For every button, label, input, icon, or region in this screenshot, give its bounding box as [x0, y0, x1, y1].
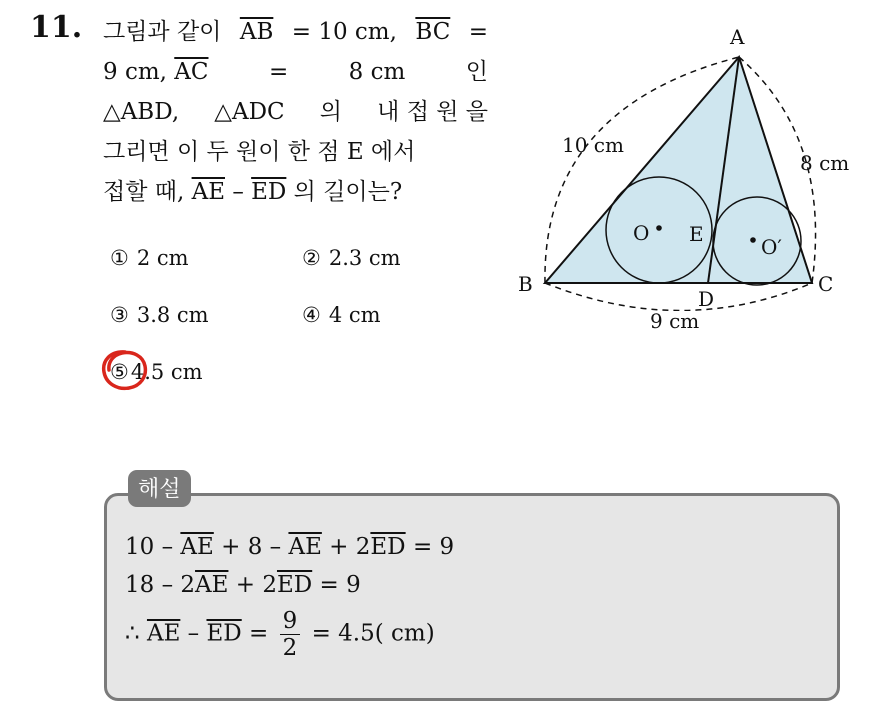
label-e: E [689, 222, 704, 246]
choice-3-text: 3.8 cm [136, 303, 209, 327]
q3-text: 내 접 원 을 [377, 99, 488, 125]
q3-particle: 의 [319, 99, 343, 125]
question-line-3 [103, 92, 488, 132]
label-a: A [730, 25, 745, 49]
label-bc-length: 9 cm [650, 309, 700, 333]
label-ac-length: 8 cm [800, 151, 850, 175]
solution-line-3 [125, 608, 435, 661]
q3-tri1: △ABD, [103, 99, 180, 125]
choice-4[interactable] [302, 303, 381, 327]
question-line-5 [103, 172, 488, 212]
sol1-segment-ae-2: $\overline{AE}$ [288, 534, 322, 560]
solution-line-2 [125, 572, 361, 598]
sol1-segment-ae: $\overline{AE}$ [180, 534, 214, 560]
sol1-part-1: 10 – [125, 534, 174, 560]
choice-1-number: ① [110, 246, 129, 270]
q1-eq: = 10 cm, [291, 19, 397, 45]
q1-eq2: = [468, 19, 488, 45]
segment-ab: $\overline{AB}$ [239, 19, 274, 45]
fraction [280, 608, 301, 661]
question-line-1 [103, 12, 488, 52]
segment-bc: $\overline{BC}$ [415, 19, 451, 45]
question-number: 11. [30, 10, 83, 45]
q5-minus: – [232, 179, 244, 205]
segment-ac: $\overline{AC}$ [174, 59, 209, 85]
sol2-segment-ae: $\overline{AE}$ [195, 572, 229, 598]
label-c: C [818, 272, 834, 296]
sol3-minus: – [187, 620, 200, 647]
sol2-part-2: + 2 [235, 572, 277, 598]
q5-suffix: 의 길이는? [293, 179, 403, 205]
therefore-symbol: ∴ [125, 620, 140, 647]
solution-line-1 [125, 534, 454, 560]
segment-ed: $\overline{ED}$ [251, 179, 287, 205]
answer-mark-icon [98, 346, 152, 396]
sol2-part-1: 18 – 2 [125, 572, 196, 598]
fraction-denominator: 2 [282, 635, 298, 661]
q4-text: 그리면 이 두 원이 한 점 E 에서 [103, 139, 416, 165]
q1-text: 그림과 같이 [103, 19, 222, 45]
question-line-2 [103, 52, 488, 92]
triangle-figure [512, 18, 862, 338]
q3-tri2: △ADC [214, 99, 285, 125]
center-o2 [750, 237, 756, 243]
q2-eq: = [268, 59, 289, 85]
q2-text: 9 cm, [103, 59, 167, 85]
sol1-part-2: + 8 – [221, 534, 282, 560]
q2-value: 8 cm [348, 59, 406, 85]
segment-ae: $\overline{AE}$ [191, 179, 225, 205]
q5-text: 접할 때, [103, 179, 185, 205]
sol1-segment-ed: $\overline{ED}$ [370, 534, 406, 560]
choice-3-number: ③ [110, 303, 129, 327]
sol2-segment-ed: $\overline{ED}$ [276, 572, 313, 598]
choice-4-number: ④ [302, 303, 321, 327]
choice-1-text: 2 cm [136, 246, 189, 270]
sol3-result: = 4.5( cm) [311, 620, 435, 647]
sol1-part-4: = 9 [412, 534, 455, 560]
sol3-eq: = [249, 620, 269, 647]
choice-5-number: ⑤ [110, 360, 129, 384]
fraction-numerator: 9 [280, 608, 301, 635]
sol3-segment-ae: $\overline{AE}$ [146, 620, 181, 647]
center-o [656, 225, 662, 231]
sol2-part-3: = 9 [319, 572, 361, 598]
solution-tag: 해설 [128, 470, 191, 507]
label-ab-length: 10 cm [562, 133, 624, 157]
choice-2[interactable] [302, 246, 401, 270]
label-d: D [698, 287, 715, 311]
question-line-4 [103, 132, 488, 172]
label-o2: O′ [761, 235, 782, 259]
choice-2-text: 2.3 cm [328, 246, 401, 270]
arc-bc [545, 283, 812, 311]
sol1-part-3: + 2 [329, 534, 371, 560]
label-o: O [633, 221, 650, 245]
sol3-segment-ed: $\overline{ED}$ [206, 620, 242, 647]
label-b: B [518, 272, 533, 296]
choice-1[interactable] [110, 246, 189, 270]
q2-suffix: 인 [465, 59, 488, 85]
question-text [103, 12, 488, 212]
choice-3[interactable] [110, 303, 209, 327]
choice-4-text: 4 cm [328, 303, 381, 327]
choice-2-number: ② [302, 246, 321, 270]
choice-5-text: 4.5 cm [130, 360, 203, 384]
